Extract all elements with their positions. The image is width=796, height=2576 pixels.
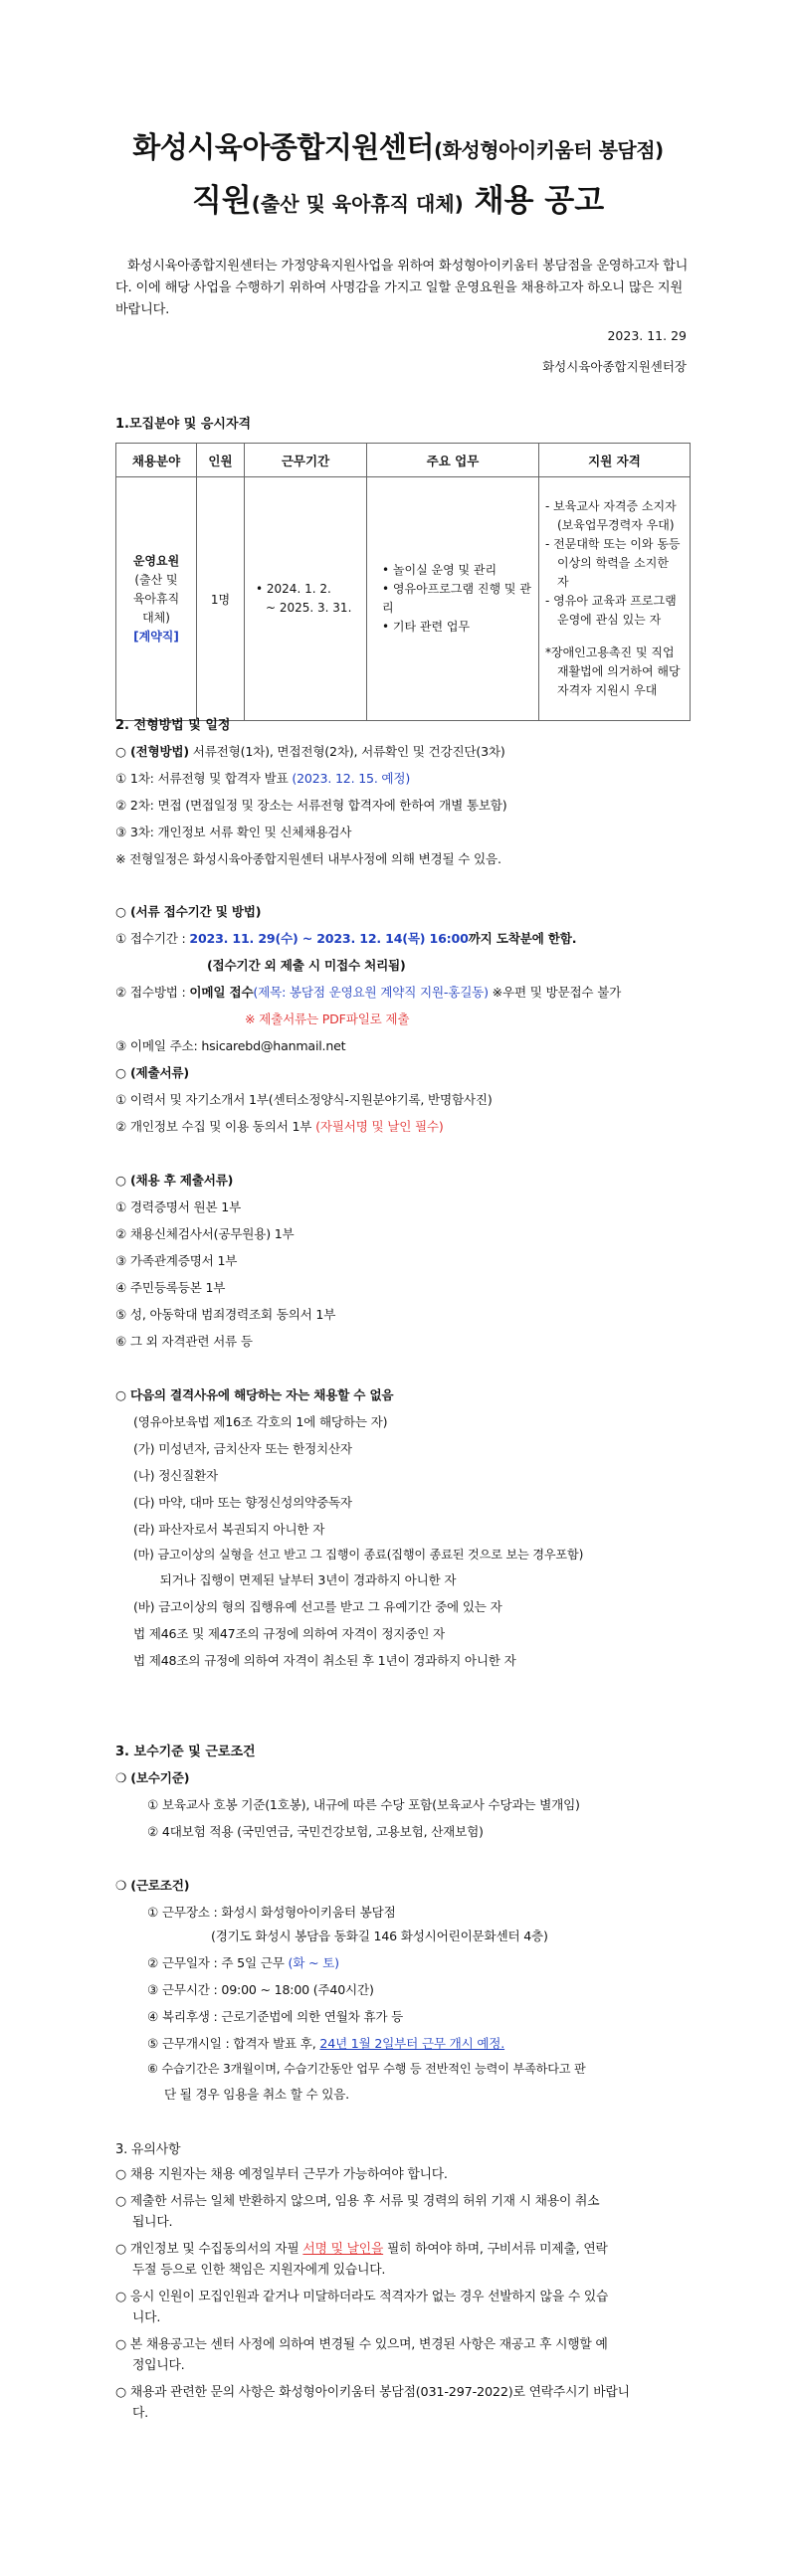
disqualification-item: 법 제46조 및 제47조의 규정에 의하여 자격이 정지중인 자 xyxy=(133,1626,445,1641)
duty-item: • 영유아프로그램 진행 및 관리 xyxy=(382,580,537,618)
disqualification-item: (바) 금고이상의 형의 집행유예 선고를 받고 그 유예기간 중에 있는 자 xyxy=(133,1599,502,1614)
qual-line: - 보육교사 자격증 소지자 xyxy=(545,499,677,513)
work-probation-cont: 단 될 경우 임용을 취소 할 수 있음. xyxy=(164,2087,349,2102)
notice-item: ○ 본 채용공고는 센터 사정에 의하여 변경될 수 있으며, 변경된 사항은 재공고 후 시행할 예 정입니다. xyxy=(115,2337,608,2373)
table-header: 근무기간 xyxy=(245,444,367,477)
duty-item: • 기타 관련 업무 xyxy=(382,618,537,637)
after-docs-heading: ○ (채용 후 제출서류) xyxy=(115,1173,234,1188)
notice-item: ○ 제출한 서류는 일체 반환하지 않으며, 임용 후 서류 및 경력의 허위 기재 시 채용이 취소 됩니다. xyxy=(115,2194,600,2230)
disqualification-item: (가) 미성년자, 금치산자 또는 한정치산자 xyxy=(133,1441,352,1456)
title-suffix: 채용 공고 xyxy=(474,183,605,219)
field-sub: 대체) xyxy=(142,610,170,625)
doc-2: ② 개인정보 수집 및 이용 동의서 1부 (자필서명 및 날인 필수) xyxy=(115,1119,444,1134)
disqualification-item: (나) 정신질환자 xyxy=(133,1468,219,1483)
work-place: ① 근무장소 : 화성시 화성형아이키움터 봉담점 xyxy=(147,1905,396,1920)
qual-line: - 전문대학 또는 이와 동등 xyxy=(545,537,681,551)
table-header: 인원 xyxy=(197,444,245,477)
apply-period-note: (접수기간 외 제출 시 미접수 처리됨) xyxy=(207,958,406,973)
title-branch: (화성형아이키움터 봉담점) xyxy=(433,138,664,162)
disqualification-item: (다) 마약, 대마 또는 향정신성의약중독자 xyxy=(133,1495,352,1510)
qualifications-cell xyxy=(539,477,691,721)
notice-item: ○ 개인정보 및 수집동의서의 자필 서명 및 날인을 필히 하여야 하며, 구비서류 미제출, 연락 두절 등으로 인한 책임은 지원자에게 있습니다. xyxy=(115,2242,608,2278)
apply-pdf-note: ※ 제출서류는 PDF파일로 제출 xyxy=(245,1012,410,1026)
recruit-table xyxy=(115,443,691,721)
apply-heading: ○ (서류 접수기간 및 방법) xyxy=(115,904,262,919)
qual-line: - 영유아 교육과 프로그램 xyxy=(545,594,677,608)
field-sub: (출산 및 xyxy=(134,572,178,587)
pay-heading: ❍ (보수기준) xyxy=(115,1770,190,1785)
title-position-note: (출산 및 육아휴직 대체) xyxy=(251,192,464,216)
qual-line: 자격자 지원시 우대 xyxy=(557,683,658,697)
disqualification-item: (마) 금고이상의 실형을 선고 받고 그 집행이 종료(집행이 종료된 것으로 보는 경우포함) xyxy=(133,1548,584,1562)
step-1: ① 1차: 서류전형 및 합격자 발표 (2023. 12. 15. 예정) xyxy=(115,771,411,786)
step-2: ② 2차: 면접 (면접일정 및 장소는 서류전형 합격자에 한하여 개별 통보함) xyxy=(115,798,507,813)
title-position: 직원 xyxy=(191,183,252,219)
work-heading: ❍ (근로조건) xyxy=(115,1878,190,1893)
field-tag: [계약직] xyxy=(133,629,179,644)
count-cell: 1명 xyxy=(197,477,245,721)
table-header: 채용분야 xyxy=(116,444,197,477)
apply-method: ② 접수방법 : 이메일 접수(제목: 봉담점 운영요원 계약직 지원-홍길동) ※우편 및 방문접수 불가 xyxy=(115,985,622,1000)
after-doc: ⑥ 그 외 자격관련 서류 등 xyxy=(115,1334,253,1349)
section3-heading: 3. 보수기준 및 근로조건 xyxy=(115,1745,256,1759)
pay-item: ② 4대보험 적용 (국민연금, 국민건강보험, 고용보험, 산재보험) xyxy=(147,1824,484,1839)
field-main: 운영요원 xyxy=(132,553,180,568)
table-header-row xyxy=(116,444,691,477)
table-header: 지원 자격 xyxy=(539,444,691,477)
after-doc: ② 채용신체검사서(공무원용) 1부 xyxy=(115,1226,295,1241)
after-doc: ① 경력증명서 원본 1부 xyxy=(115,1199,242,1214)
apply-period: ① 접수기간 : 2023. 11. 29(수) ~ 2023. 12. 14(목) 16:00까지 도착분에 한함. xyxy=(115,931,577,946)
disqualification-item: 법 제48조의 규정에 의하여 자격이 취소된 후 1년이 경과하지 아니한 자 xyxy=(133,1653,516,1668)
title-org: 화성시육아종합지원센터 xyxy=(132,130,434,164)
docs-heading: ○ (제출서류) xyxy=(115,1065,189,1080)
qual-line: *장애인고용촉진 및 직업 xyxy=(545,645,675,659)
selection-method: ○ (전형방법) 서류전형(1차), 면접전형(2차), 서류확인 및 건강진단(3차) xyxy=(115,744,505,759)
table-header: 주요 업무 xyxy=(367,444,539,477)
duty-item: • 놀이실 운영 및 관리 xyxy=(382,561,537,580)
notice-item: ○ 응시 인원이 모집인원과 같거나 미달하더라도 적격자가 없는 경우 선발하지 않을 수 있습 니다. xyxy=(115,2290,609,2325)
schedule-note: ※ 전형일정은 화성시육아종합지원센터 내부사정에 의해 변경될 수 있음. xyxy=(115,851,501,866)
work-address: (경기도 화성시 봉담읍 동화길 146 화성시어린이문화센터 4층) xyxy=(211,1929,548,1943)
period-start: 2024. 1. 2. xyxy=(266,582,331,596)
qual-line: 재활법에 의거하여 해당 xyxy=(557,664,681,678)
section4-heading: 3. 유의사항 xyxy=(115,2142,181,2157)
qual-line: 이상의 학력을 소지한 자 xyxy=(557,556,669,589)
posting-issuer: 화성시육아종합지원센터장 xyxy=(542,359,687,374)
after-doc: ③ 가족관계증명서 1부 xyxy=(115,1253,238,1268)
after-doc: ⑤ 성, 아동학대 범죄경력조회 동의서 1부 xyxy=(115,1307,336,1322)
qual-line: 운영에 관심 있는 자 xyxy=(557,613,662,627)
notice-item: ○ 채용 지원자는 채용 예정일부터 근무가 가능하여야 합니다. xyxy=(115,2167,448,2182)
email-address: ③ 이메일 주소: hsicarebd@hanmail.net xyxy=(115,1038,346,1053)
section1-heading: 1.모집분야 및 응시자격 xyxy=(115,417,252,432)
field-sub: 육아휴직 xyxy=(132,591,180,606)
intro-paragraph: 화성시육아종합지원센터는 가정양육지원사업을 위하여 화성형아이키움터 봉담점을 운영하고자 합니다. 이에 해당 사업을 수행하기 위하여 사명감을 가지고 일할 운영요원을 채용하고자 하오니 많은 지원 바랍니다. xyxy=(115,259,689,317)
work-start: ⑤ 근무개시일 : 합격자 발표 후, 24년 1월 2일부터 근무 개시 예정. xyxy=(147,2036,505,2051)
disqualification-item: (영유아보육법 제16조 각호의 1에 해당하는 자) xyxy=(133,1414,388,1429)
table-row xyxy=(116,477,691,721)
section2-heading: 2. 전형방법 및 일정 xyxy=(115,718,231,733)
period-end: ~ 2025. 3. 31. xyxy=(266,601,352,615)
posting-date: 2023. 11. 29 xyxy=(607,328,687,343)
work-benefits: ④ 복리후생 : 근로기준법에 의한 연월차 휴가 등 xyxy=(147,2009,404,2024)
work-days: ② 근무일자 : 주 5일 근무 (화 ~ 토) xyxy=(147,1955,339,1970)
page-title xyxy=(0,125,796,166)
doc-1: ① 이력서 및 자기소개서 1부(센터소정양식-지원분야기록, 반명함사진) xyxy=(115,1092,493,1107)
notice-item: ○ 채용과 관련한 문의 사항은 화성형아이키움터 봉담점(031-297-2022)로 연락주시기 바랍니 다. xyxy=(115,2385,630,2421)
page-subtitle xyxy=(0,175,796,220)
work-hours: ③ 근무시간 : 09:00 ~ 18:00 (주40시간) xyxy=(147,1982,374,1997)
disqualification-item: 되거나 집행이 면제된 날부터 3년이 경과하지 아니한 자 xyxy=(133,1572,457,1587)
duties-cell xyxy=(367,477,539,721)
field-cell xyxy=(116,477,197,721)
disqualification-item: (라) 파산자로서 복권되지 아니한 자 xyxy=(133,1522,325,1537)
step-3: ③ 3차: 개인정보 서류 확인 및 신체채용검사 xyxy=(115,825,352,839)
after-doc: ④ 주민등록등본 1부 xyxy=(115,1280,226,1295)
pay-item: ① 보육교사 호봉 기준(1호봉), 내규에 따른 수당 포함(보육교사 수당과는 별개임) xyxy=(147,1797,580,1812)
qual-line: (보육업무경력자 우대) xyxy=(557,518,675,532)
period-cell: • 2024. 1. 2. ~ 2025. 3. 31. xyxy=(245,477,367,721)
disqualification-heading: ○ 다음의 결격사유에 해당하는 자는 채용할 수 없음 xyxy=(115,1387,394,1402)
work-probation: ⑥ 수습기간은 3개월이며, 수습기간동안 업무 수행 등 전반적인 능력이 부족하다고 판 xyxy=(147,2062,586,2076)
